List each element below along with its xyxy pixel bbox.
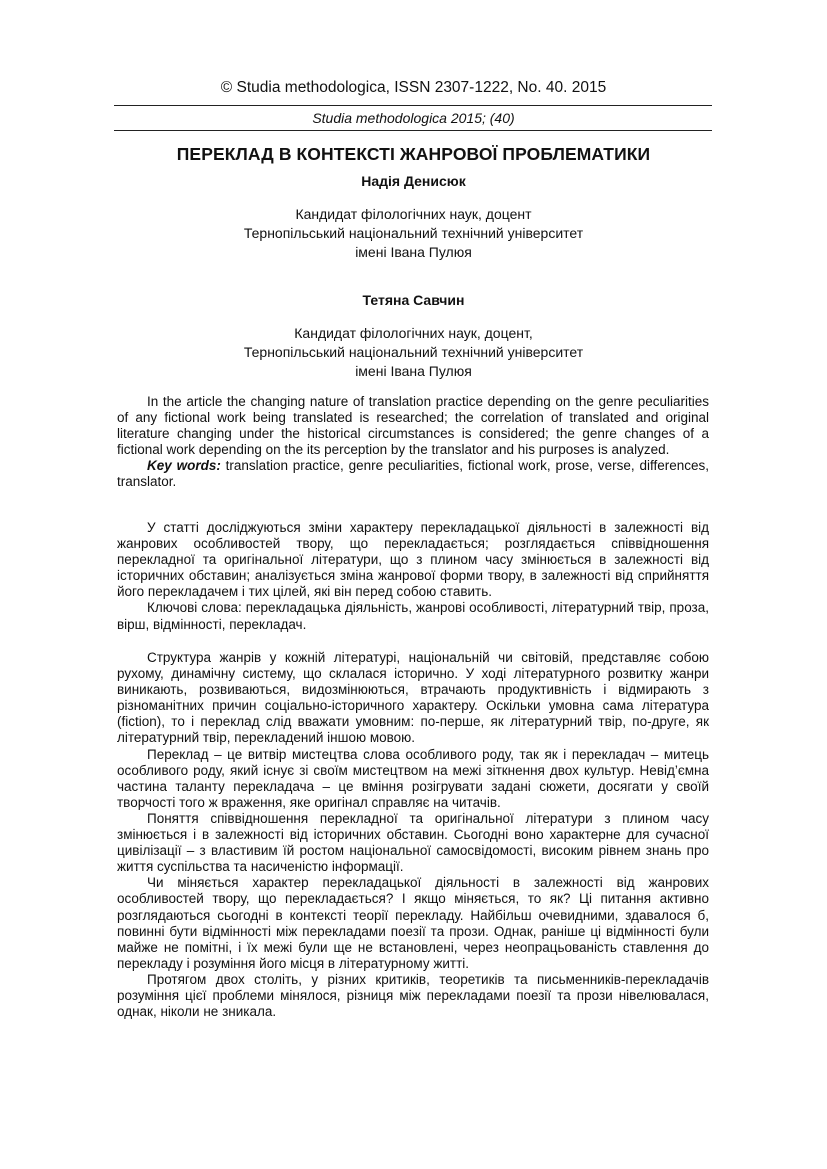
abstract-ukrainian	[117, 520, 709, 633]
abstract-english	[117, 394, 709, 491]
affiliation-line: Кандидат філологічних наук, доцент,	[294, 325, 533, 341]
affiliation-line: імені Івана Пулюя	[355, 363, 472, 379]
article-body	[117, 650, 709, 1020]
author-name: Надія Денисюк	[361, 173, 466, 189]
keywords-ukrainian: Ключові слова: перекладацька діяльність, жанрові особливості, літературний твір, проза, вірш, відмінності, перекладач.	[117, 600, 709, 632]
abstract-text: У статті досліджуються зміни характеру перекладацької діяльності в залежності від жанрових особливостей твору, що перекладається; розглядається співвідношення перекладної та оригінальної літератури, що з плином часу змінюється в залежності від історичних обставин; аналізується зміна жанрової форми твору, в залежності від сприйняття його перекладачем і тих цілей, які він перед собою ставить.	[117, 520, 709, 600]
author-name: Тетяна Савчин	[362, 292, 465, 308]
body-paragraph: Чи міняється характер перекладацької діяльності в залежності від жанрових особливостей твору, що перекладається? І якщо міняється, то як? Ці питання активно розглядаються сьогодні в контексті теорії перекладу. Найбільш очевидними, здавалося б, повинні бути відмінності між перекладами поезії та прози. Однак, раніше ці відмінності були майже не помітні, і їх межі були ще не встановлені, через неопрацьованість ставлення до перекладу і розуміння його місця в літературному житті.	[117, 875, 709, 971]
author-affiliation	[0, 205, 827, 262]
keywords-english	[117, 458, 709, 490]
affiliation-line: Тернопільський національний технічний університет	[243, 225, 584, 241]
affiliation-line: Тернопільський національний технічний університет	[243, 344, 584, 360]
author-affiliation	[0, 324, 827, 381]
journal-citation: Studia methodologica 2015; (40)	[312, 110, 515, 126]
keywords-text: translation practice, genre peculiarities, fictional work, prose, verse, differences, translator.	[117, 458, 709, 490]
keywords-label: Key words:	[147, 458, 221, 474]
abstract-text: In the article the changing nature of translation practice depending on the genre peculiarities of any fictional work being translated is researched; the correlation of translated and original literature changing under the historical circumstances is considered; the genre changes of a fictional work depending on the its perception by the translator and his purposes is analyzed.	[117, 394, 709, 458]
affiliation-line: імені Івана Пулюя	[355, 244, 472, 260]
article-title: ПЕРЕКЛАД В КОНТЕКСТІ ЖАНРОВОЇ ПРОБЛЕМАТИКИ	[176, 144, 651, 164]
body-paragraph: Структура жанрів у кожній літературі, національній чи світовій, представляє собою рухому, динамічну систему, що склалася історично. У ході літературного розвитку жанри виникають, розвиваються, видозмінюються, втрачають продуктивність і відмирають з різноманітних причин соціально-історичного характеру. Оскільки умовна сама література (fiction), то і переклад слід вважати умовним: по-перше, як літературний твір, по-друге, як літературний твір, перекладений іншою мовою.	[117, 650, 709, 746]
affiliation-line: Кандидат філологічних наук, доцент	[295, 206, 532, 222]
copyright-line: © Studia methodologica, ISSN 2307-1222, No. 40. 2015	[220, 79, 607, 96]
body-paragraph: Переклад – це витвір мистецтва слова особливого роду, так як і перекладач – митець особливого роду, який існує зі своїм мистецтвом на межі зіткнення двох культур. Невід’ємна частина таланту перекладача – це вміння розігрувати задані сюжети, досягати у своїй творчості того ж враження, яке оригінал справляє на читачів.	[117, 746, 709, 810]
header-rule-bottom	[114, 130, 712, 131]
header-rule-top	[114, 105, 712, 106]
body-paragraph: Протягом двох століть, у різних критиків, теоретиків та письменників-перекладачів розуміння цієї проблеми мінялося, різниця між перекладами поезії та прози нівелювалася, однак, ніколи не зникала.	[117, 971, 709, 1020]
body-paragraph: Поняття співвідношення перекладної та оригінальної літератури з плином часу змінюється і в залежності від історичних обставин. Сьогодні воно характерне для сучасної цивілізації – з властивим їй ростом національної самосвідомості, високим рівнем знань про життя суспільства та насиченістю інформації.	[117, 810, 709, 875]
